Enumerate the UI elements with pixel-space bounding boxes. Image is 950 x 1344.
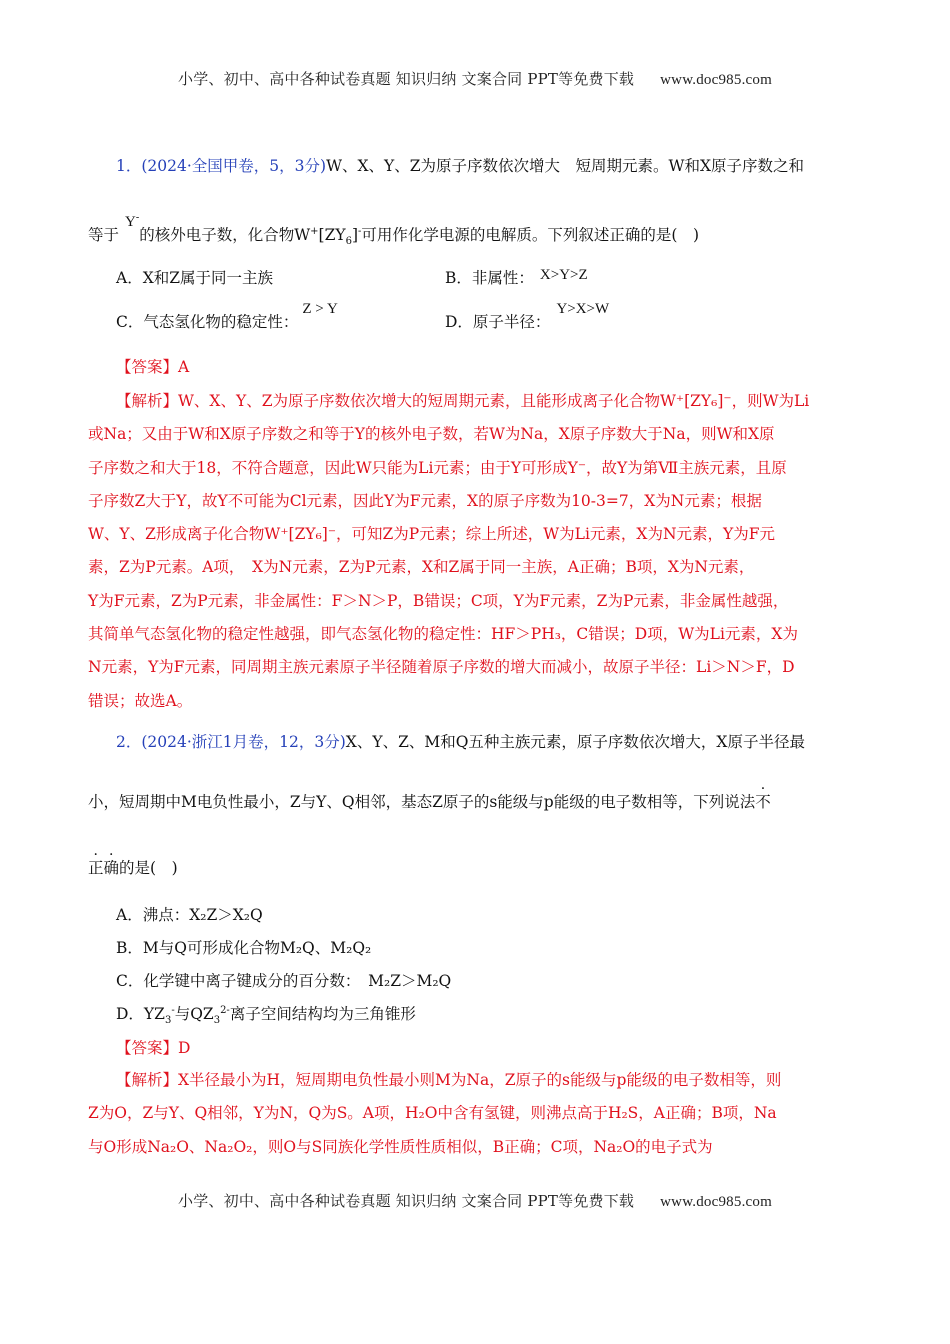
q1-option-a: A．X和Z属于同一主族 (116, 269, 273, 287)
q2-emphasis-zheng: 正 (88, 859, 104, 877)
q1-analysis-line-7: 其简单气态氢化物的稳定性越强，即气态氢化物的稳定性：HF＞PH₃，C错误；D项，W为Li元素，X为 (88, 625, 798, 644)
q1-option-d-math: Y>X>W (556, 301, 610, 317)
q1-stem-b2: 的核外电子数，化合物W (139, 226, 311, 244)
q2-sub3b: 3 (213, 1015, 221, 1027)
q2-emphasis-bu: 不 (755, 793, 771, 811)
q1-option-c-math: Z > Y (302, 301, 338, 317)
q1-option-b-label: B．非属性： (445, 269, 534, 287)
q2-charge-b: 2- (220, 1004, 230, 1016)
q2-stem-line3 (88, 858, 868, 878)
q1-stem-b3: [ZY (318, 226, 346, 244)
q1-analysis-line-2: 子序数之和大于18，不符合题意，因此W只能为Li元素；由于Y可形成Y⁻，故Y为第Ⅶ主族元素，且原 (88, 458, 787, 477)
q1-analysis-line-8: N元素，Y为F元素，同周期主族元素原子半径随着原子序数的增大而减小，故原子半径：Li＞N＞F，D (88, 658, 795, 677)
q1-stem-b5: 可用作化学电源的电解质。下列叙述正确的是( ) (361, 226, 700, 244)
q2-option-a: A．沸点：X₂Z＞X₂Q (116, 906, 263, 924)
q2-stem-a: X、Y、Z、M和Q五种主族元素，原子序数依次增大，X原子半径最 (345, 733, 805, 751)
q1-stem-line2 (88, 212, 868, 248)
q2-stem-line1 (116, 732, 896, 752)
q1-ion-y-charge: - (135, 212, 140, 223)
page-footer (0, 1190, 950, 1211)
q1-minus: - (358, 225, 362, 237)
q2-analysis-line-1: Z为O，Z与Y、Q相邻，Y为N，Q为S。A项，H₂O中含有氢键，则沸点高于H₂S，A正确；B项，Na (88, 1104, 777, 1123)
header-text: 小学、初中、高中各种试卷真题 知识归纳 文案合同 PPT等免费下载 (178, 70, 635, 88)
q1-option-d (445, 301, 610, 333)
q1-stem-line1 (116, 156, 896, 176)
q2-analysis (88, 1064, 870, 1164)
q1-option-c (116, 301, 338, 333)
q2-source: (2024·浙江1月卷，12，3分) (141, 733, 346, 751)
q2-analysis-line-2: 与O形成Na₂O、Na₂O₂，则O与S同族化学性质性质相似，B正确；C项，Na₂O的电子式为 (88, 1137, 713, 1156)
q1-analysis-line-0: 【解析】W、X、Y、Z为原子序数依次增大的短周期元素，且能形成离子化合物W⁺[ZY₆]⁻，则W为Li (116, 392, 810, 410)
q2-sub3a: 3 (164, 1015, 172, 1027)
q2-stem-c: 的是( ) (119, 859, 178, 877)
q1-analysis-line-3: 子序数Z大于Y，故Y不可能为Cl元素，因此Y为F元素，X的原子序数为10-3=7，X为N元素；根据 (88, 491, 762, 510)
q1-analysis-line-6: Y为F元素，Z为P元素，非金属性：F＞N＞P，B错误；C项，Y为F元素，Z为P元素，非金属性越强， (88, 591, 789, 610)
q2-option-d-part1: D．YZ (116, 1005, 165, 1023)
q1-analysis-line-5: 素，Z为P元素。A项， X为N元素，Z为P元素，X和Z属于同一主族，A正确；B项，X为N元素， (88, 558, 755, 577)
q1-stem-a: W、X、Y、Z为原子序数依次增大 短周期元素。W和X原子序数之和 (326, 157, 805, 175)
header-site: www.doc985.com (660, 72, 772, 88)
q2-emphasis-que: 确 (103, 859, 120, 877)
q1-analysis-line-4: W、Y、Z形成离子化合物W⁺[ZY₆]⁻，可知Z为P元素；综上所述，W为Li元素，X为N元素，Y为F元 (88, 525, 776, 544)
q1-source: (2024·全国甲卷，5，3分) (141, 157, 327, 175)
q2-option-d-part2: 与QZ (174, 1005, 214, 1023)
q2-answer: 【答案】D (116, 1039, 191, 1057)
q1-stem-b1: 等于 (88, 226, 120, 244)
q2-number: 2． (116, 733, 142, 751)
q2-option-d (116, 1004, 416, 1027)
q1-six: 6 (345, 236, 352, 248)
q2-stem-line2 (88, 792, 868, 812)
q2-option-d-part3: 离子空间结构均为三角锥形 (229, 1005, 416, 1023)
q1-plus: + (310, 225, 319, 237)
footer-text: 小学、初中、高中各种试卷真题 知识归纳 文案合同 PPT等免费下载 (178, 1192, 635, 1210)
q1-analysis (88, 385, 870, 718)
q2-analysis-line-0: 【解析】X半径最小为H，短周期电负性最小则M为Na，Z原子的s能级与p能级的电子数相等，则 (116, 1071, 782, 1089)
q1-option-c-label: C．气态氢化物的稳定性： (116, 313, 299, 331)
q1-ion-y (125, 214, 139, 230)
q1-ion-y-symbol: Y (125, 214, 136, 230)
q2-option-b: B．M与Q可形成化合物M₂Q、M₂Q₂ (116, 939, 372, 957)
q1-answer: 【答案】A (116, 358, 190, 376)
q1-option-b (445, 268, 588, 289)
q2-stem-b: 小，短周期中M电负性最小，Z与Y、Q相邻，基态Z原子的s能级与p能级的电子数相等，下列说法 (88, 793, 756, 811)
q1-analysis-line-1: 或Na；又由于W和X原子序数之和等于Y的核外电子数，若W为Na，X原子序数大于Na，则W和X原 (88, 425, 775, 444)
footer-site: www.doc985.com (660, 1194, 772, 1210)
q1-number: 1． (116, 157, 142, 175)
q2-option-c: C．化学键中离子键成分的百分数： M₂Z＞M₂Q (116, 972, 452, 990)
q2-minus-a: - (171, 1004, 175, 1016)
q1-option-d-label: D．原子半径： (445, 313, 551, 331)
q1-option-b-math: X>Y>Z (539, 267, 588, 283)
q1-stem-b4: ] (351, 226, 359, 244)
page-header (0, 68, 950, 89)
q1-analysis-line-9: 错误；故选A。 (88, 691, 193, 710)
